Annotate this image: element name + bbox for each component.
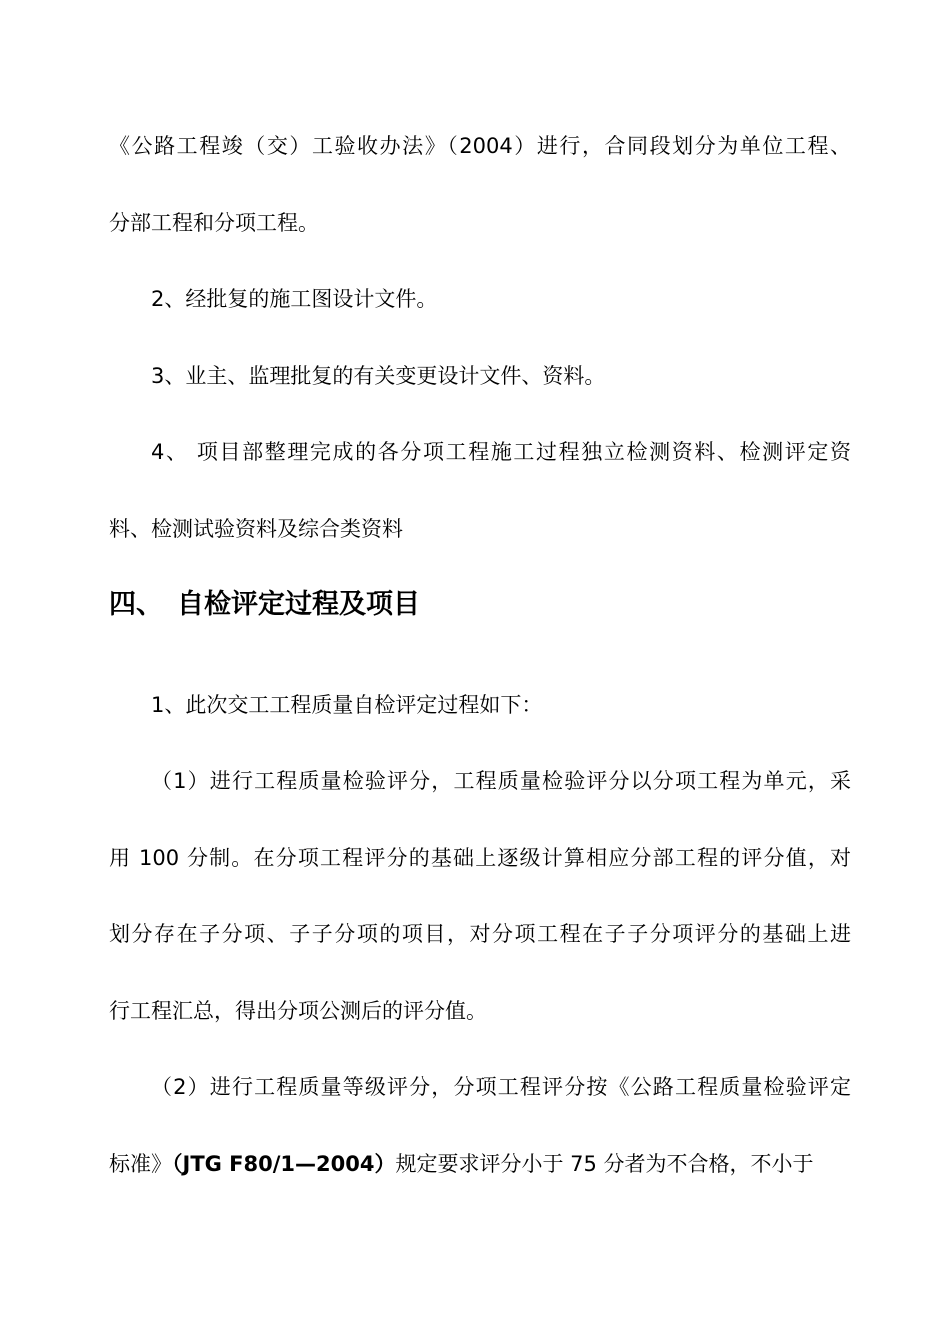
section-heading xyxy=(109,587,420,623)
standard-code: （JTG F80/1—2004） xyxy=(172,1152,396,1176)
list-item-3: 3、业主、监理批复的有关变更设计文件、资料。 xyxy=(151,364,606,388)
standard-prefix: 标准》 xyxy=(109,1152,172,1176)
section-title: 自检评定过程及项目 xyxy=(177,589,420,620)
section-line-1: 1、此次交工工程质量自检评定过程如下： xyxy=(151,693,543,717)
standard-suffix: 规定要求评分小于 75 分者为不合格，不小于 xyxy=(395,1152,814,1176)
paragraph-line-2: 分部工程和分项工程。 xyxy=(109,211,319,235)
section-line-7 xyxy=(109,1149,851,1179)
list-item-4: 4、 项目部整理完成的各分项工程施工过程独立检测资料、检测评定资 xyxy=(151,440,851,464)
section-line-5: 行工程汇总，得出分项公测后的评分值。 xyxy=(109,999,487,1023)
section-line-6: （2）进行工程质量等级评分，分项工程评分按《公路工程质量检验评定 xyxy=(151,1075,851,1099)
list-item-4-continuation: 料、检测试验资料及综合类资料 xyxy=(109,517,403,541)
section-line-2: （1）进行工程质量检验评分，工程质量检验评分以分项工程为单元，采 xyxy=(151,769,851,793)
list-item-2: 2、经批复的施工图设计文件。 xyxy=(151,287,438,311)
section-line-3: 用 100 分制。在分项工程评分的基础上逐级计算相应分部工程的评分值，对 xyxy=(109,846,851,870)
section-line-4: 划分存在子分项、子子分项的项目，对分项工程在子子分项评分的基础上进 xyxy=(109,922,851,946)
paragraph-line-1: 《公路工程竣（交）工验收办法》（2004）进行，合同段划分为单位工程、 xyxy=(109,134,851,158)
section-number: 四、 xyxy=(109,589,163,620)
